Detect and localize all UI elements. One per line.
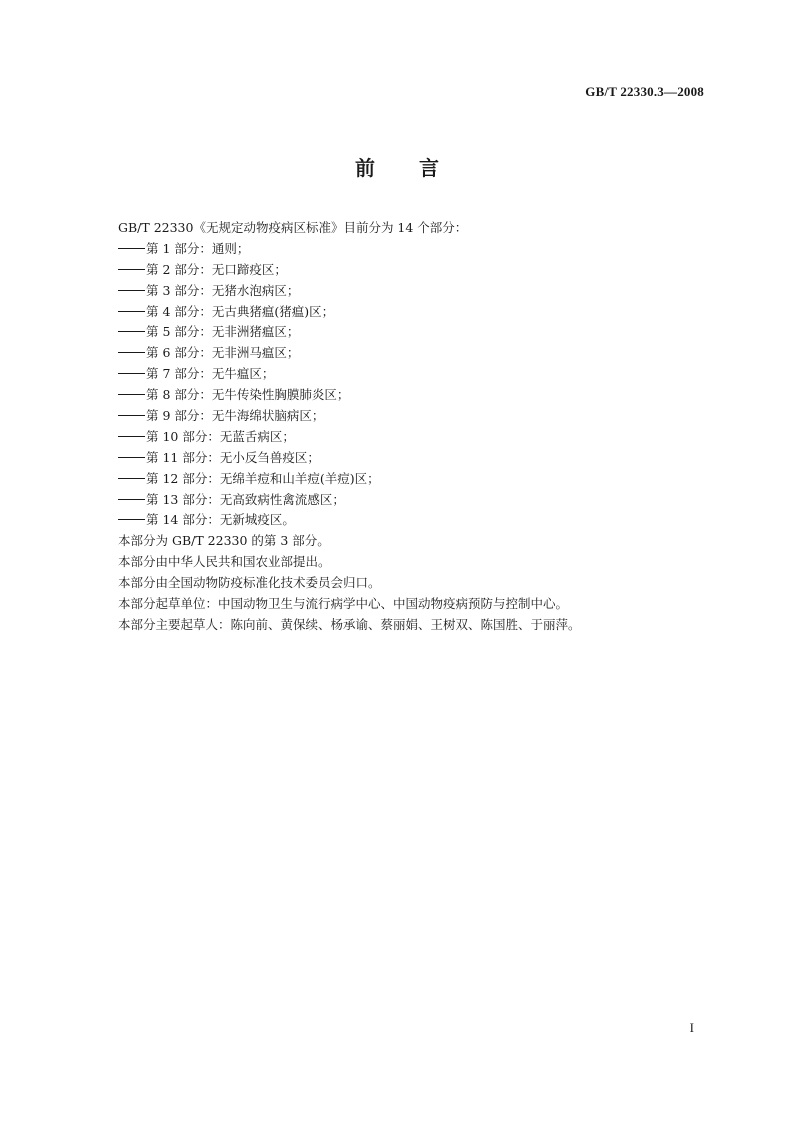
part-item (118, 302, 718, 323)
em-dash (118, 415, 145, 416)
part-text: 第 2 部分：无口蹄疫区； (146, 261, 287, 277)
part-text: 第 14 部分：无新城疫区。 (146, 512, 295, 528)
part-item (118, 322, 718, 343)
em-dash (118, 499, 145, 500)
statement-line: 本部分由中华人民共和国农业部提出。 (118, 554, 331, 570)
em-dash (118, 269, 145, 270)
part-item (118, 260, 718, 281)
intro-line: GB/T 22330《无规定动物疫病区标准》目前分为 14 个部分： (118, 220, 468, 235)
em-dash (118, 373, 145, 374)
em-dash (118, 394, 145, 395)
part-item (118, 239, 718, 260)
part-item (118, 448, 718, 469)
em-dash (118, 478, 145, 479)
statement-line: 本部分为 GB/T 22330 的第 3 部分。 (118, 533, 330, 549)
part-item (118, 364, 718, 385)
part-text: 第 10 部分：无蓝舌病区； (146, 428, 295, 444)
standard-code: GB/T 22330.3—2008 (585, 84, 704, 99)
part-item (118, 343, 718, 364)
part-text: 第 13 部分：无高致病性禽流感区； (146, 491, 345, 507)
em-dash (118, 311, 145, 312)
part-text: 第 7 部分：无牛瘟区； (146, 366, 275, 382)
part-text: 第 11 部分：无小反刍兽疫区； (146, 449, 320, 465)
page-title: 前言 (355, 156, 483, 180)
document-body (118, 218, 718, 636)
em-dash (118, 457, 145, 458)
part-item (118, 427, 718, 448)
em-dash (118, 519, 145, 520)
statement-line: 本部分起草单位：中国动物卫生与流行病学中心、中国动物疫病预防与控制中心。 (118, 596, 569, 612)
part-text: 第 12 部分：无绵羊痘和山羊痘(羊痘)区； (146, 470, 380, 486)
part-text: 第 1 部分：通则； (146, 240, 250, 256)
part-item (118, 510, 718, 531)
em-dash (118, 436, 145, 437)
em-dash (118, 331, 145, 332)
part-item (118, 385, 718, 406)
statement-line: 本部分由全国动物防疫标准化技术委员会归口。 (118, 575, 381, 591)
part-item (118, 406, 718, 427)
part-text: 第 4 部分：无古典猪瘟(猪瘟)区； (146, 303, 335, 319)
part-item (118, 490, 718, 511)
part-text: 第 9 部分：无牛海绵状脑病区； (146, 408, 325, 424)
part-text: 第 8 部分：无牛传染性胸膜肺炎区； (146, 387, 350, 403)
part-text: 第 6 部分：无非洲马瘟区； (146, 345, 300, 361)
part-text: 第 5 部分：无非洲猪瘟区； (146, 324, 300, 340)
statement-line: 本部分主要起草人：陈向前、黄保续、杨承谕、蔡丽娟、王树双、陈国胜、于丽萍。 (118, 616, 581, 632)
part-item (118, 469, 718, 490)
em-dash (118, 290, 145, 291)
page-number: I (689, 1020, 694, 1035)
em-dash (118, 248, 145, 249)
part-item (118, 281, 718, 302)
em-dash (118, 352, 145, 353)
part-text: 第 3 部分：无猪水泡病区； (146, 282, 300, 298)
